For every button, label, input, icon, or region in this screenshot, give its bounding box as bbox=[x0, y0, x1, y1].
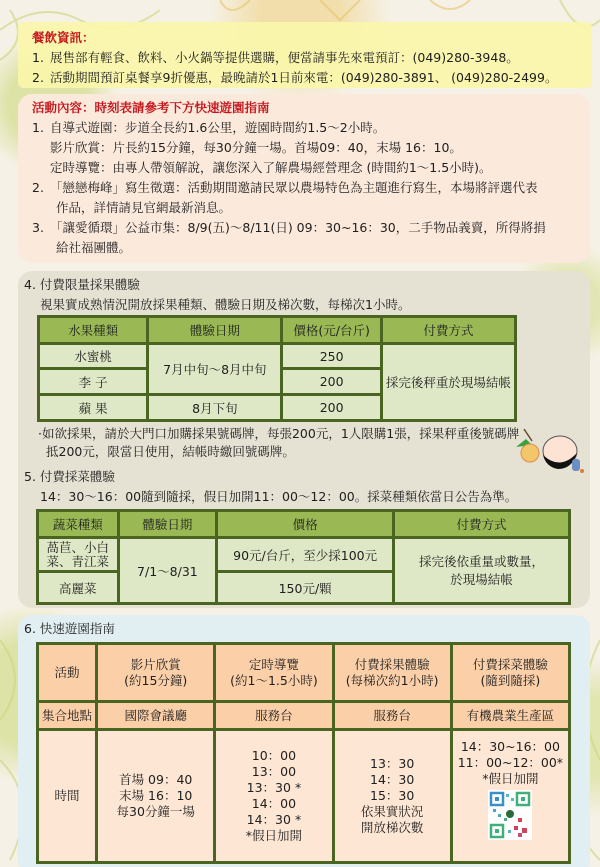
veg-price: 150元/顆 bbox=[217, 572, 394, 604]
col-date: 體驗日期 bbox=[118, 511, 217, 538]
activity-title: 活動內容：時刻表請參考下方快速遊園指南 bbox=[32, 100, 270, 115]
activity-item-3: 3. 「讓愛循環」公益市集：8/9(五)～8/11(日) 09：30~16：30，二手物品義賣，所得將捐 bbox=[32, 220, 546, 235]
col-price: 價格(元/台斤) bbox=[282, 317, 381, 344]
activity-item-1-film: 影片欣賞：片長約15分鐘，每30分鐘一場。首場09：40，末場 16：10。 bbox=[50, 140, 462, 155]
col-payment: 付費方式 bbox=[381, 317, 515, 344]
col-date: 體驗日期 bbox=[148, 317, 282, 344]
guide-section-title: 6. 快速遊園指南 bbox=[24, 621, 115, 636]
picking-panel bbox=[18, 271, 590, 608]
activity-item-1: 1. 自導式遊園：步道全長約1.6公里，遊園時間約1.5～2小時。 bbox=[32, 120, 386, 135]
col-veg-type: 蔬菜種類 bbox=[38, 511, 119, 538]
veg-name: 高麗菜 bbox=[38, 572, 119, 604]
fruit-name: 李 子 bbox=[39, 369, 148, 395]
fruit-payment: 採完後秤重於現場結帳 bbox=[381, 344, 515, 421]
dining-item-2: 2. 活動期間預訂桌餐享9折優惠，最晚請於1日前來電：(049)280-3891、 (049)280-2499。 bbox=[32, 70, 558, 85]
fruit-name: 蘋 果 bbox=[39, 395, 148, 421]
guide-time-veg: 14：30~16：00 11：00~12：00* *假日加開 bbox=[451, 730, 569, 863]
veg-table bbox=[36, 509, 571, 605]
guide-time-tour: 10：00 13：00 13：30 * 14：00 14：30 * *假日加開 bbox=[215, 730, 333, 863]
veg-price: 90元/台斤，至少採100元 bbox=[217, 538, 394, 572]
guide-location: 國際會議廳 bbox=[97, 702, 215, 730]
guide-col-tour: 定時導覽 (約1～1.5小時) bbox=[215, 644, 333, 702]
guide-activity-label: 活動 bbox=[38, 644, 97, 702]
dining-title: 餐飲資訊： bbox=[32, 30, 95, 45]
guide-time-label: 時間 bbox=[38, 730, 97, 863]
fruit-table-header bbox=[39, 317, 516, 344]
col-price: 價格 bbox=[217, 511, 394, 538]
activity-item-3-cont: 給社福團體。 bbox=[56, 240, 132, 255]
guide-table bbox=[36, 642, 571, 864]
activity-item-2: 2. 「戀戀梅峰」寫生徵選：活動期間邀請民眾以農場特色為主題進行寫生，本場將評選代表 bbox=[32, 180, 538, 195]
guide-time-row bbox=[38, 730, 570, 863]
fruit-section-title: 4. 付費限量採果體驗 bbox=[24, 277, 140, 292]
fruit-name: 水蜜桃 bbox=[39, 344, 148, 369]
guide-location: 服務台 bbox=[215, 702, 333, 730]
dining-info-panel bbox=[18, 22, 592, 88]
guide-col-fruit: 付費採果體驗 (每梯次約1小時) bbox=[333, 644, 451, 702]
fruit-note-2: 抵200元，限當日使用，結帳時繳回號碼牌。 bbox=[46, 444, 295, 459]
guide-header-row bbox=[38, 644, 570, 702]
fruit-table bbox=[37, 315, 517, 422]
veg-subtitle: 14：30～16：00隨到隨採，假日加開11：00～12：00。採菜種類依當日公告為準。 bbox=[40, 489, 518, 504]
veg-date: 7/1～8/31 bbox=[118, 538, 217, 604]
veg-table-header bbox=[38, 511, 570, 538]
guide-col-film: 影片欣賞 (約15分鐘) bbox=[97, 644, 215, 702]
col-payment: 付費方式 bbox=[394, 511, 570, 538]
guide-location: 服務台 bbox=[333, 702, 451, 730]
activity-item-2-cont: 作品，詳情請見官網最新消息。 bbox=[56, 200, 232, 215]
guide-col-veg: 付費採菜體驗 (隨到隨採) bbox=[451, 644, 569, 702]
guide-time-fruit: 13：30 14：30 15：30 依果實狀況 開放梯次數 bbox=[333, 730, 451, 863]
table-row bbox=[38, 538, 570, 572]
fruit-subtitle: 視果實成熟情況開放採果種類、體驗日期及梯次數，每梯次1小時。 bbox=[40, 297, 411, 312]
fruit-date: 7月中旬～8月中旬 bbox=[148, 344, 282, 395]
fruit-price: 200 bbox=[282, 369, 381, 395]
quick-guide-panel bbox=[18, 615, 590, 867]
col-fruit-type: 水果種類 bbox=[39, 317, 148, 344]
fruit-price: 250 bbox=[282, 344, 381, 369]
mascot-illustration-icon bbox=[510, 425, 590, 480]
veg-name: 萵苣、小白 菜、青江菜 bbox=[38, 538, 119, 572]
guide-location: 有機農業生產區 bbox=[451, 702, 569, 730]
qr-code-icon[interactable] bbox=[488, 790, 532, 840]
dining-item-1: 1. 展售部有輕食、飲料、小火鍋等提供選購，便當請事先來電預訂：(049)280-3948。 bbox=[32, 50, 519, 65]
activity-item-1-tour: 定時導覽：由專人帶領解說，讓您深入了解農場經營理念 (時間約1～1.5小時)。 bbox=[50, 160, 492, 175]
activity-panel bbox=[18, 94, 590, 263]
fruit-note-1: ·如欲採果，請於大門口加購採果號碼牌，每張200元，1人限購1張，採果秤重後號碼牌 bbox=[38, 426, 520, 441]
table-row bbox=[39, 344, 516, 369]
veg-section-title: 5. 付費採菜體驗 bbox=[24, 469, 115, 484]
fruit-price: 200 bbox=[282, 395, 381, 421]
guide-location-row bbox=[38, 702, 570, 730]
guide-location-label: 集合地點 bbox=[38, 702, 97, 730]
veg-payment: 採完後依重量或數量， 於現場結帳 bbox=[394, 538, 570, 604]
guide-time-film: 首場 09：40 末場 16：10 每30分鐘一場 bbox=[97, 730, 215, 863]
fruit-date: 8月下旬 bbox=[148, 395, 282, 421]
